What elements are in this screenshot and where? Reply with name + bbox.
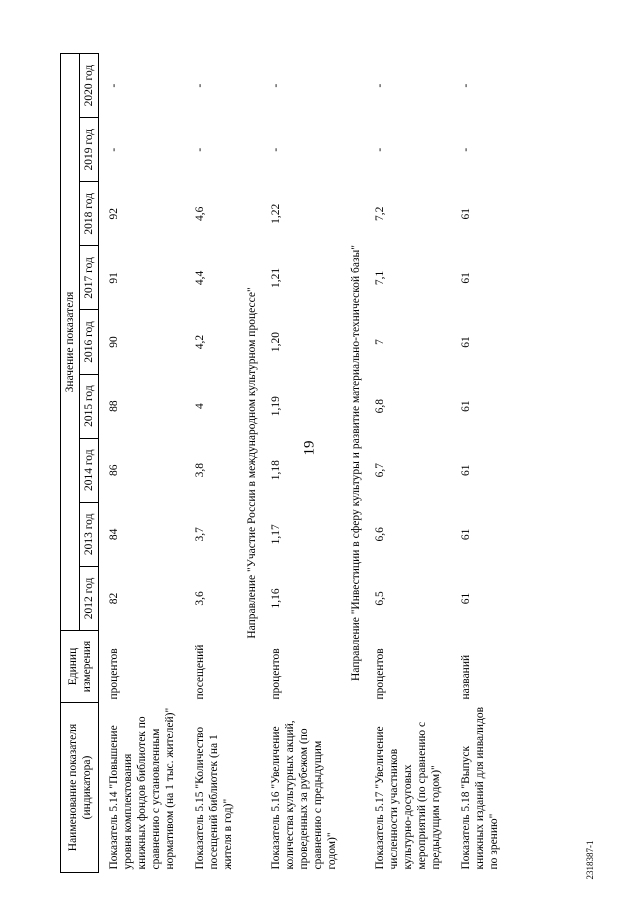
indicator-value: 61 (460, 272, 473, 284)
indicator-value: 1,21 (270, 267, 283, 288)
indicator-value: 61 (460, 592, 473, 605)
indicator-value: - (270, 147, 283, 152)
indicator-name: Показатель 5.14 "Повышение уровня комплектования книжных фондов библиотек по сравнению с установленным нормативом (на 1 тыс. жителей)" (108, 707, 177, 870)
table-row (261, 54, 347, 873)
indicator-value: 7,1 (374, 270, 387, 286)
indicator-value: 7 (374, 339, 387, 345)
indicator-value: 82 (108, 592, 121, 605)
indicator-value: 61 (460, 400, 473, 412)
indicator-value: 1,22 (270, 203, 283, 224)
indicator-unit: посещений (194, 644, 207, 700)
indicator-value: - (460, 147, 473, 152)
indicator-value: 88 (108, 400, 121, 412)
indicator-value: 86 (108, 464, 121, 476)
indicator-value: 6,8 (374, 398, 387, 414)
indicator-value: 4,4 (194, 270, 207, 286)
indicator-name: Показатель 5.15 "Количество посещений библиотек (на 1 жителя в год)" (194, 726, 235, 870)
indicator-unit: названий (460, 654, 473, 700)
table-row (185, 54, 243, 873)
indicator-value: - (108, 147, 121, 152)
indicator-unit: процентов (270, 648, 283, 700)
indicator-value: 4,2 (194, 334, 207, 350)
indicator-value: 92 (108, 208, 121, 220)
indicator-name: Показатель 5.16 "Увеличение количества культурных акций, проведенных за рубежом (по сравнению с предыдущим годом)" (270, 720, 339, 870)
page-number: 19 (301, 440, 318, 456)
section-row (347, 54, 365, 873)
header-year: 2012 год (80, 566, 99, 630)
indicator-value: 6,6 (374, 527, 387, 542)
indicator-value: - (374, 147, 387, 152)
indicator-value: 1,20 (270, 331, 283, 353)
document-code: 2318387-1 (585, 840, 595, 880)
header-name: Наименование показателя (индикатора) (61, 703, 99, 873)
indicator-value: 4,6 (194, 206, 207, 221)
indicator-name: Показатель 5.17 "Увеличение численности участников культурно-досуговых мероприятий (по сравнению с предыдущим годом)" (374, 721, 443, 870)
header-values-group: Значение показателя (61, 54, 80, 631)
table-row (451, 54, 509, 873)
indicator-value: 1,18 (270, 460, 283, 481)
table-body (99, 54, 510, 873)
indicator-value: - (270, 83, 283, 88)
indicator-value: 1,17 (270, 524, 283, 545)
header-year: 2014 год (80, 438, 99, 502)
indicator-unit: процентов (374, 648, 387, 700)
header-year: 2015 год (80, 374, 99, 438)
indicator-value: - (194, 147, 207, 152)
indicator-value: 1,16 (270, 588, 283, 609)
indicator-value: 3,7 (194, 527, 207, 542)
indicator-value: 61 (460, 528, 473, 541)
indicator-value: 6,7 (374, 463, 387, 478)
header-year: 2016 год (80, 310, 99, 374)
indicator-unit: процентов (108, 648, 121, 700)
indicator-value: 84 (108, 528, 121, 541)
indicator-value: 3,6 (194, 591, 207, 606)
header-year: 2013 год (80, 502, 99, 566)
indicator-value: 1,19 (270, 396, 283, 417)
indicator-value: 3,8 (194, 463, 207, 478)
indicator-value: - (374, 83, 387, 88)
header-unit: Единиц измерения (61, 631, 99, 703)
indicator-value: 90 (108, 336, 121, 348)
table-row (99, 54, 186, 873)
header-year: 2020 год (80, 54, 99, 118)
section-row (243, 54, 261, 873)
indicator-value: 61 (460, 464, 473, 476)
indicator-name: Показатель 5.18 "Выпуск книжных изданий для инвалидов по зрению" (460, 706, 501, 870)
section-title: Направление "Участие России в международном культурном процессе" (246, 287, 259, 639)
indicator-value: 6,5 (374, 591, 387, 606)
indicator-value: - (194, 83, 207, 88)
indicators-table (60, 53, 509, 873)
indicator-value: 4 (194, 403, 207, 409)
header-year: 2017 год (80, 246, 99, 310)
section-title: Направление "Инвестиции в сферу культуры и развитие материально-технической базы" (350, 245, 363, 681)
indicator-value: - (108, 83, 121, 88)
indicator-value: 7,2 (374, 206, 387, 221)
header-year: 2019 год (80, 118, 99, 182)
table-container (60, 53, 580, 873)
header-row-1 (61, 54, 80, 873)
indicator-value: 61 (460, 336, 473, 348)
indicator-value: - (460, 83, 473, 88)
header-year: 2018 год (80, 182, 99, 246)
indicator-value: 61 (460, 208, 473, 220)
indicator-value: 91 (108, 272, 121, 284)
table-row (365, 54, 451, 873)
